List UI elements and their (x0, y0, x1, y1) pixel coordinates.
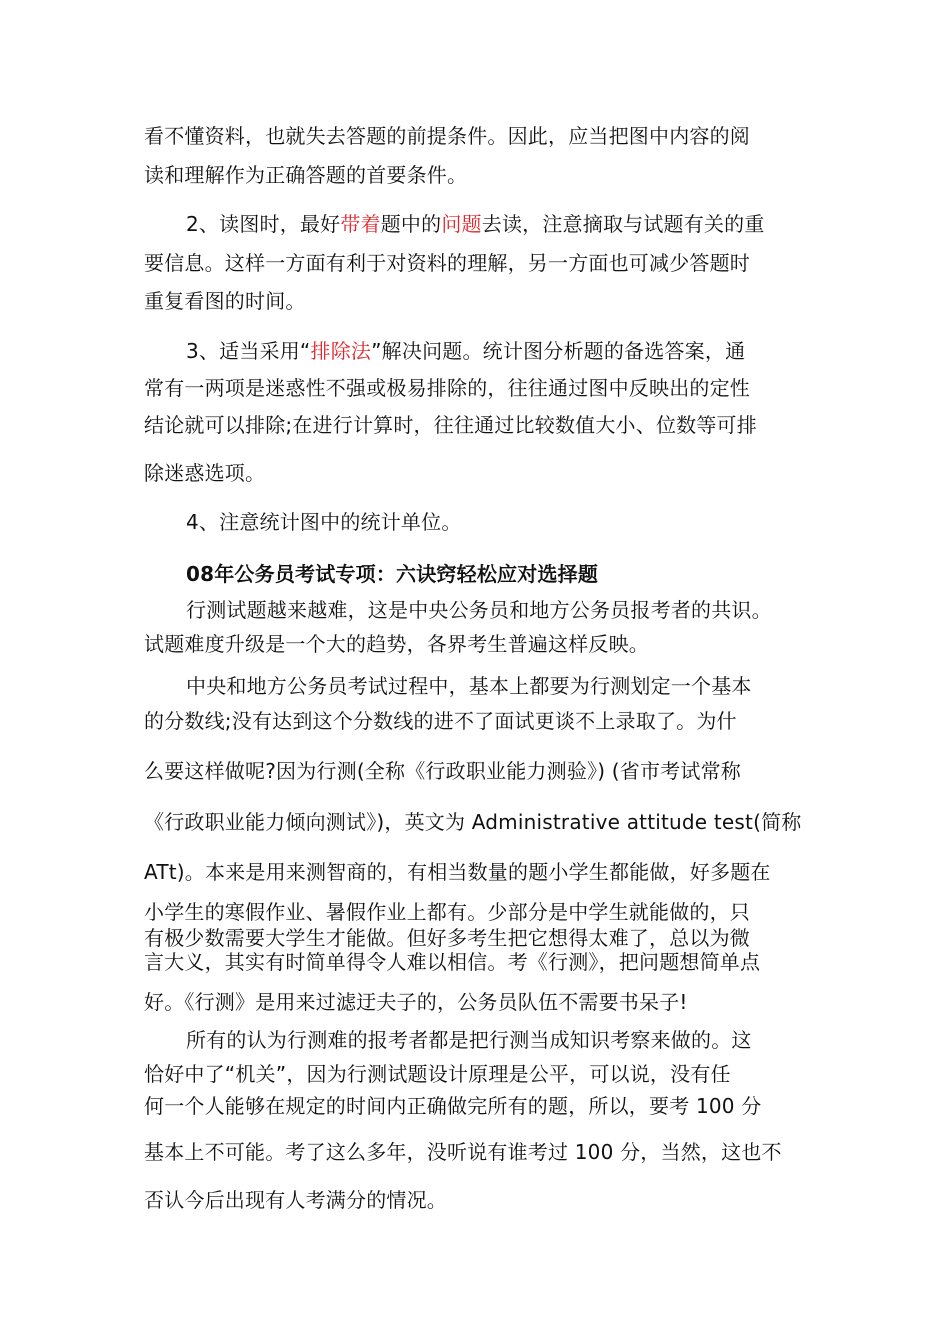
paragraph-line: 恰好中了“机关”，因为行测试题设计原理是公平，可以说，没有任 (144, 1062, 731, 1086)
paragraph-line: 《行政职业能力倾向测试》)，英文为 Administrative attitude test(简称 (144, 810, 802, 834)
section-heading: 08年公务员考试专项：六诀窍轻松应对选择题 (186, 562, 599, 586)
paragraph-line: 看不懂资料，也就失去答题的前提条件。因此，应当把图中内容的阅 (144, 124, 750, 148)
text-segment: 3、适当采用“ (186, 339, 311, 363)
paragraph-line: 行测试题越来越难，这是中央公务员和地方公务员报考者的共识。 (186, 598, 772, 622)
text-segment: 去读，注意摘取与试题有关的重 (481, 212, 765, 236)
paragraph-line: 小学生的寒假作业、暑假作业上都有。少部分是中学生就能做的，只 (144, 900, 750, 924)
paragraph-line: 有极少数需要大学生才能做。但好多考生把它想得太难了，总以为微 (144, 926, 750, 950)
paragraph-line: 否认今后出现有人考满分的情况。 (144, 1188, 447, 1212)
paragraph-line: 基本上不可能。考了这么多年，没听说有谁考过 100 分，当然，这也不 (144, 1140, 782, 1164)
paragraph-line: 要信息。这样一方面有利于对资料的理解，另一方面也可减少答题时 (144, 251, 750, 275)
paragraph-line: ATt)。本来是用来测智商的，有相当数量的题小学生都能做，好多题在 (144, 860, 771, 884)
paragraph-line: 的分数线;没有达到这个分数线的进不了面试更谈不上录取了。为什 (144, 709, 737, 733)
text-segment: 2、读图时，最好 (186, 212, 341, 236)
paragraph-line: 好。《行测》是用来过滤迂夫子的，公务员队伍不需要书呆子! (144, 990, 688, 1014)
paragraph-line: 么要这样做呢?因为行测(全称《行政职业能力测验》) (省市考试常称 (144, 759, 741, 783)
text-segment: 题中的 (380, 212, 442, 236)
text-segment: ”解决问题。统计图分析题的备选答案，通 (371, 339, 746, 363)
paragraph-line: 结论就可以排除;在进行计算时，往往通过比较数值大小、位数等可排 (144, 413, 757, 437)
paragraph-line: 重复看图的时间。 (144, 289, 306, 313)
paragraph-line: 常有一两项是迷惑性不强或极易排除的，往往通过图中反映出的定性 (144, 376, 750, 400)
highlight-text: 排除法 (310, 339, 372, 363)
paragraph-line: 除迷惑选项。 (144, 461, 266, 485)
paragraph-line: 中央和地方公务员考试过程中，基本上都要为行测划定一个基本 (186, 674, 752, 698)
paragraph-line (186, 339, 745, 363)
paragraph-line: 何一个人能够在规定的时间内正确做完所有的题，所以，要考 100 分 (144, 1094, 762, 1118)
paragraph-line: 所有的认为行测难的报考者都是把行测当成知识考察来做的。这 (186, 1028, 752, 1052)
paragraph-line (186, 212, 765, 236)
paragraph-line: 读和理解作为正确答题的首要条件。 (144, 163, 468, 187)
paragraph-line: 言大义，其实有时简单得令人难以相信。考《行测》，把问题想简单点 (144, 950, 761, 974)
paragraph-line: 4、注意统计图中的统计单位。 (186, 510, 462, 534)
paragraph-line: 试题难度升级是一个大的趋势，各界考生普遍这样反映。 (144, 632, 649, 656)
highlight-text: 带着 (340, 212, 381, 236)
highlight-text: 问题 (441, 212, 482, 236)
